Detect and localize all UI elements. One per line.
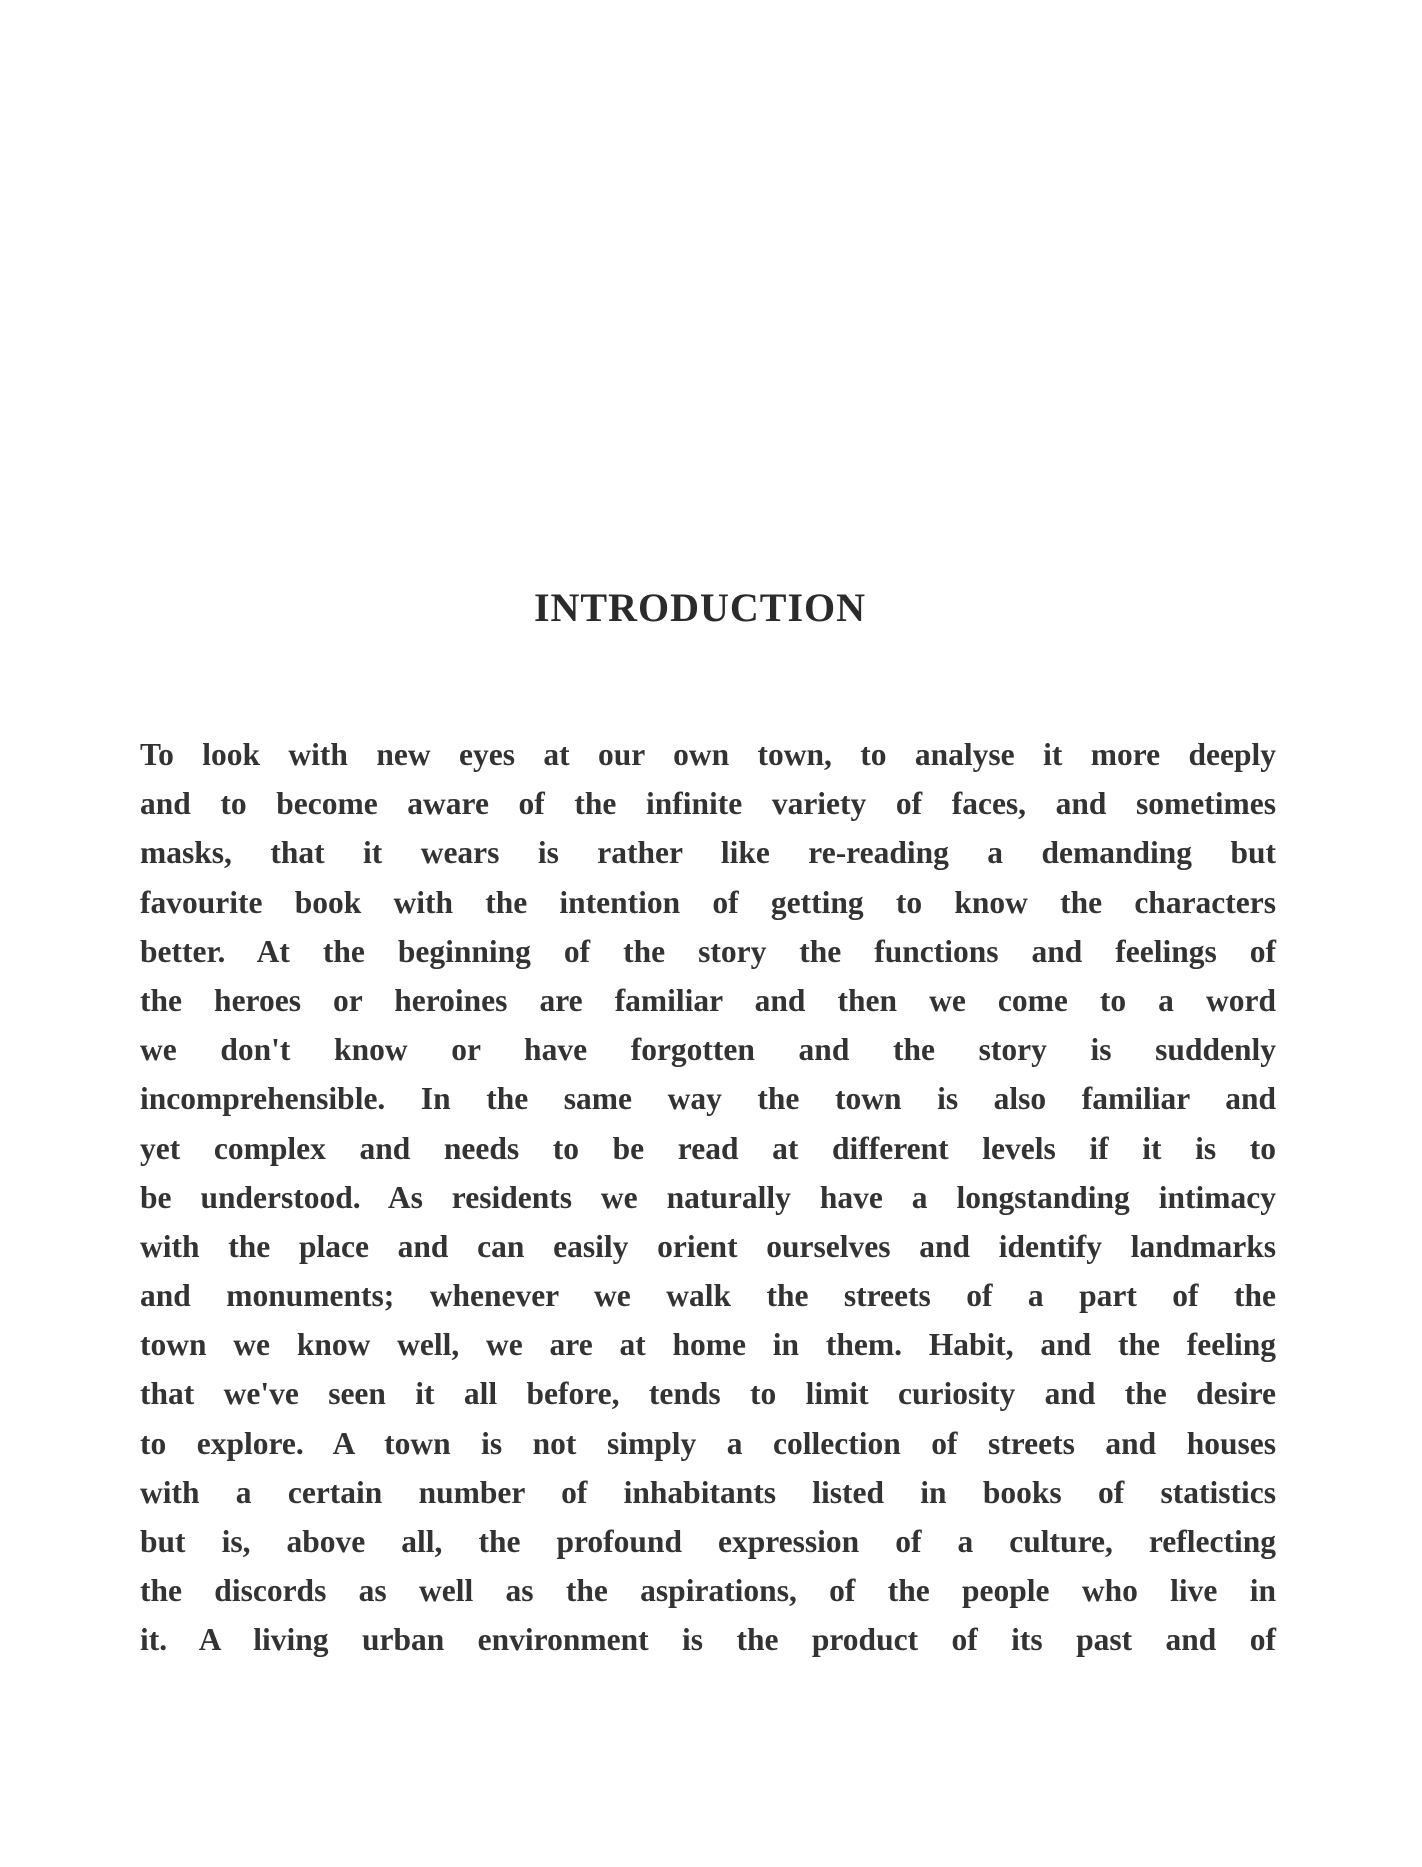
chapter-title: INTRODUCTION <box>533 585 867 630</box>
text-line: incomprehensible. In the same way the town is also familiar and <box>140 1081 1276 1117</box>
text-line: and to become aware of the infinite variety of faces, and sometimes <box>140 786 1276 822</box>
text-line: and monuments; whenever we walk the streets of a part of the <box>140 1278 1276 1314</box>
text-line: the heroes or heroines are familiar and then we come to a word <box>140 982 1276 1018</box>
text-line: but is, above all, the profound expression of a culture, reflecting <box>140 1524 1276 1559</box>
text-line: masks, that it wears is rather like re-reading a demanding but <box>140 835 1276 871</box>
text-line: favourite book with the intention of getting to know the characters <box>140 884 1276 920</box>
text-line: yet complex and needs to be read at different levels if it is to <box>140 1130 1276 1166</box>
text-line: that we've seen it all before, tends to limit curiosity and the desire <box>140 1376 1276 1412</box>
text-line: with the place and can easily orient ourselves and identify landmarks <box>140 1228 1276 1264</box>
text-line: to explore. A town is not simply a collection of streets and houses <box>140 1425 1276 1461</box>
text-line: better. At the beginning of the story the functions and feelings of <box>140 933 1276 969</box>
text-line: town we know well, we are at home in them. Habit, and the feeling <box>140 1327 1276 1363</box>
text-line: we don't know or have forgotten and the story is suddenly <box>140 1032 1276 1068</box>
text-line: be understood. As residents we naturally have a longstanding intimacy <box>140 1179 1276 1215</box>
text-line: with a certain number of inhabitants listed in books of statistics <box>140 1474 1276 1510</box>
text-line: the discords as well as the aspirations, of the people who live in <box>140 1573 1276 1609</box>
text-line: To look with new eyes at our own town, to analyse it more deeply <box>140 737 1276 772</box>
text-line: it. A living urban environment is the product of its past and of <box>140 1622 1276 1658</box>
body-paragraph <box>140 730 1276 1665</box>
